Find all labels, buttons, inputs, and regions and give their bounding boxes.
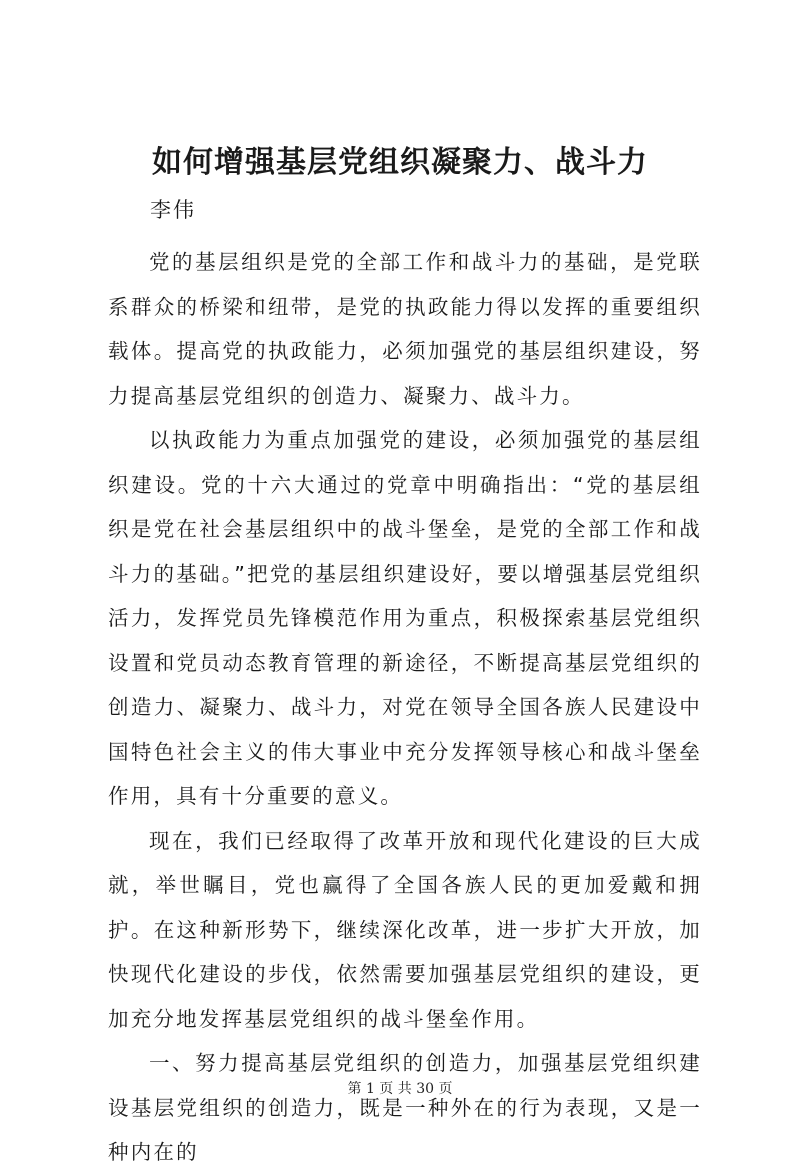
body-paragraph: 一、努力提高基层党组织的创造力，加强基层党组织建设基层党组织的创造力，既是一种外在的行为表现，又是一种内在的 [108, 1051, 702, 1164]
page-number-footer: 第 1 页 共 30 页 [347, 1081, 453, 1097]
body-paragraph: 党的基层组织是党的全部工作和战斗力的基础，是党联系群众的桥梁和纽带，是党的执政能力得以发挥的重要组织载体。提高党的执政能力，必须加强党的基层组织建设，努力提高基层党组织的创造力、凝聚力、战斗力。 [108, 250, 702, 408]
document-title: 如何增强基层党组织凝聚力、战斗力 [152, 145, 648, 180]
body-paragraph: 现在，我们已经取得了改革开放和现代化建设的巨大成就，举世瞩目，党也赢得了全国各族人民的更加爱戴和拥护。在这种新形势下，继续深化改革，进一步扩大开放，加快现代化建设的步伐，依然需要加强基层党组织的建设，更加充分地发挥基层党组织的战斗堡垒作用。 [108, 828, 702, 1031]
document-body [108, 240, 702, 1175]
body-paragraph: 以执政能力为重点加强党的建设，必须加强党的基层组织建设。党的十六大通过的党章中明确指出：“党的基层组织是党在社会基层组织中的战斗堡垒，是党的全部工作和战斗力的基础。”把党的基层组织建设好，要以增强基层党组织活力，发挥党员先锋模范作用为重点，积极探索基层党组织设置和党员动态教育管理的新途径，不断提高基层党组织的创造力、凝聚力、战斗力，对党在领导全国各族人民建设中国特色社会主义的伟大事业中充分发挥领导核心和战斗堡垒作用，具有十分重要的意义。 [108, 428, 702, 808]
document-author: 李伟 [150, 198, 196, 222]
